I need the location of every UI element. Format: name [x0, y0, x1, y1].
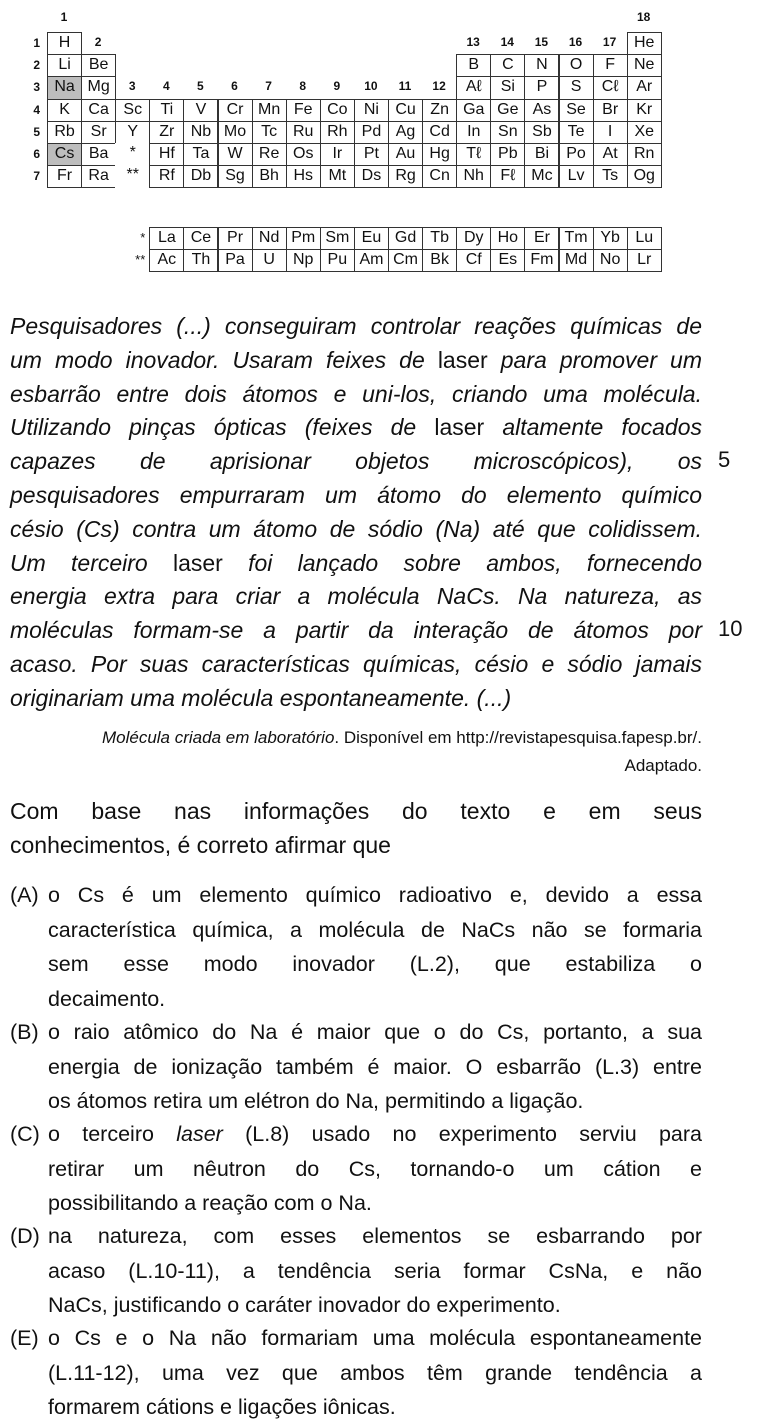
passage-text: esbarrão entre dois átomos e uni-los, criando uma molécula. [10, 380, 702, 407]
element-cell: Mg [81, 76, 116, 99]
passage-text: capazes de aprisionar objetos microscópicos), os [10, 448, 702, 475]
element-cell: Sc [115, 99, 150, 122]
element-cell: Fe [286, 99, 321, 122]
element-cell: Hf [149, 143, 184, 166]
passage-line [10, 682, 702, 716]
element-cell: Md [559, 249, 594, 272]
passage-text: foi lançado sobre ambos, fornecendo [222, 549, 702, 576]
element-cell: Aℓ [456, 76, 491, 99]
passage-text: pesquisadores empurraram um átomo do elemento químico [10, 481, 702, 508]
passage-line [10, 614, 702, 648]
element-cell: Sm [320, 227, 355, 250]
passage-line [10, 344, 702, 378]
element-cell: He [627, 32, 662, 55]
passage-line [10, 479, 702, 513]
element-cell: Ga [456, 99, 491, 122]
element-cell: Mt [320, 165, 355, 188]
passage-text: originariam uma molécula espontaneamente. (...) [10, 684, 512, 711]
element-cell: Sb [524, 121, 559, 144]
option-line: formarem cátions e ligações iônicas. [48, 1395, 396, 1419]
element-cell: Bi [524, 143, 559, 166]
passage-text: césio (Cs) contra um átomo de sódio (Na) até que colidissem. [10, 515, 702, 542]
element-cell: Sn [490, 121, 525, 144]
period-label: 4 [33, 102, 40, 117]
element-cell: Mo [218, 121, 253, 144]
element-cell: Ba [81, 143, 116, 166]
element-cell: Ts [593, 165, 628, 188]
element-cell: Cf [456, 249, 491, 272]
element-cell: Rb [47, 121, 82, 144]
element-cell: Lu [627, 227, 662, 250]
group-label: 6 [231, 79, 238, 93]
passage-term: laser [434, 414, 485, 441]
passage-line [10, 547, 702, 581]
option-line: os átomos retira um elétron do Na, permitindo a ligação. [48, 1089, 584, 1113]
group-label: 18 [637, 10, 651, 24]
element-cell: Au [388, 143, 423, 166]
element-cell: Yb [593, 227, 628, 250]
element-cell: Hs [286, 165, 321, 188]
question-stem [10, 794, 702, 862]
element-cell: N [524, 54, 559, 77]
element-cell: Kr [627, 99, 662, 122]
element-cell: S [559, 76, 594, 99]
element-cell: Be [81, 54, 116, 77]
element-cell: Ac [149, 249, 184, 272]
f-block-marker: * [140, 230, 146, 245]
element-cell: Ra [81, 165, 116, 188]
option-text [48, 1219, 702, 1323]
period-label: 7 [33, 169, 40, 184]
passage-line [10, 648, 702, 682]
element-cell: Ho [490, 227, 525, 250]
element-cell: Nh [456, 165, 491, 188]
group-label: 17 [602, 35, 617, 49]
passage-line [10, 411, 702, 445]
element-cell: Rn [627, 143, 662, 166]
group-label: 11 [398, 79, 412, 93]
element-cell: C [490, 54, 525, 77]
element-cell: Ir [320, 143, 355, 166]
element-cell: Pt [354, 143, 389, 166]
element-cell: Br [593, 99, 628, 122]
group-label: 7 [265, 79, 272, 93]
option-line: na natureza, com esses elementos se esbarrando por [48, 1224, 702, 1248]
line-number-10: 10 [718, 616, 743, 641]
option-letter: (D) [10, 1224, 40, 1248]
element-cell: Os [286, 143, 321, 166]
element-cell: La [149, 227, 184, 250]
element-cell: Eu [354, 227, 389, 250]
element-cell: Lr [627, 249, 662, 272]
element-cell: Co [320, 99, 355, 122]
element-cell: B [456, 54, 491, 77]
element-cell: Gd [388, 227, 423, 250]
option-line: NaCs, justificando o caráter inovador do experimento. [48, 1293, 561, 1317]
passage-line [10, 445, 702, 479]
element-cell: P [524, 76, 559, 99]
element-cell: Tb [422, 227, 457, 250]
element-cell: Es [490, 249, 525, 272]
element-cell: Cu [388, 99, 423, 122]
option-text [48, 1015, 702, 1119]
element-cell: Db [183, 165, 218, 188]
group-label: 3 [128, 79, 136, 93]
element-cell: Dy [456, 227, 491, 250]
element-cell: At [593, 143, 628, 166]
passage-text: energia extra para criar a molécula NaCs. Na natureza, as [10, 583, 702, 610]
element-cell: Cn [422, 165, 457, 188]
element-cell: Ta [183, 143, 218, 166]
element-cell: U [252, 249, 287, 272]
stem-line: conhecimentos, é correto afirmar que [10, 832, 391, 858]
passage-term: laser [437, 346, 488, 373]
element-cell: Ne [627, 54, 662, 77]
element-cell: Xe [627, 121, 662, 144]
option-text [48, 878, 702, 1016]
period-label: 1 [33, 36, 40, 50]
option-line: característica química, a molécula de NaCs não se formaria [48, 917, 702, 942]
element-cell: Nb [183, 121, 218, 144]
element-cell: Sr [81, 121, 116, 144]
element-cell: In [456, 121, 491, 144]
element-cell: Pm [286, 227, 321, 250]
element-cell: Zr [149, 121, 184, 144]
passage-line [10, 513, 702, 547]
element-cell: V [183, 99, 218, 122]
passage-text: para promover um [487, 346, 702, 373]
element-cell: Pu [320, 249, 355, 272]
element-cell: W [218, 143, 253, 166]
element-cell: ** [115, 165, 150, 188]
passage-text: Utilizando pinças ópticas (feixes de [10, 414, 435, 441]
element-cell: Lv [559, 165, 594, 188]
option-line: (L.11-12), uma vez que ambos têm grande tendência a [48, 1360, 702, 1385]
element-cell: Tc [252, 121, 287, 144]
source-adapted: Adaptado. [624, 756, 702, 775]
source-title: Molécula criada em laboratório [101, 728, 335, 747]
passage-line [10, 378, 702, 412]
element-cell: Am [354, 249, 389, 272]
element-cell: Bh [252, 165, 287, 188]
element-cell: Cr [218, 99, 253, 122]
element-cell: Bk [422, 249, 457, 272]
element-cell: No [593, 249, 628, 272]
group-label: 12 [432, 79, 446, 93]
element-cell: Y [115, 121, 150, 144]
element-cell: * [115, 143, 150, 166]
passage-text: um modo inovador. Usaram feixes de [10, 346, 438, 373]
option-line: o terceiro laser (L.8) usado no experimento serviu para [48, 1122, 702, 1146]
period-label: 6 [33, 147, 40, 161]
option-line: o raio atômico do Na é maior que o do Cs, portanto, a sua [48, 1020, 702, 1044]
passage-text: moléculas formam-se a partir da interação de átomos por [10, 617, 702, 644]
element-cell: Ar [627, 76, 662, 99]
period-label: 2 [33, 58, 40, 73]
element-cell: Rh [320, 121, 355, 144]
element-cell: Np [286, 249, 321, 272]
group-label: 14 [500, 35, 514, 49]
group-label: 10 [364, 79, 378, 93]
element-cell: Rf [149, 165, 184, 188]
element-cell: Ce [183, 227, 218, 250]
element-cell: Pr [218, 227, 253, 250]
group-label: 13 [466, 35, 480, 49]
stem-line: Com base nas informações do texto e em seus [10, 798, 702, 824]
line-number-5: 5 [718, 447, 731, 472]
element-cell: Cℓ [593, 76, 628, 99]
element-cell: Og [627, 165, 662, 188]
element-cell: As [524, 99, 559, 122]
source-citation [10, 724, 702, 780]
element-cell: Hg [422, 143, 457, 166]
option-letter: (A) [10, 883, 39, 907]
element-cell: K [47, 99, 82, 122]
element-cell: Te [559, 121, 594, 144]
element-cell: Po [559, 143, 594, 166]
group-label: 2 [94, 35, 102, 49]
element-cell: Tm [559, 227, 594, 250]
option-letter: (E) [10, 1326, 39, 1350]
passage-text: acaso. Por suas características químicas, césio e sódio jamais [10, 650, 702, 677]
reading-passage [10, 310, 702, 716]
element-cell: Na [47, 76, 82, 99]
passage-term: laser [172, 549, 223, 576]
option-line: decaimento. [48, 986, 166, 1011]
element-cell: Se [559, 99, 594, 122]
element-cell: Th [183, 249, 218, 272]
element-cell: F [593, 54, 628, 77]
option-line: sem esse modo inovador (L.2), que estabiliza o [48, 952, 702, 976]
element-cell: Er [524, 227, 559, 250]
periodic-table [0, 0, 762, 290]
option-letter: (B) [10, 1020, 39, 1044]
element-cell: Mc [524, 165, 559, 188]
group-label: 15 [534, 35, 549, 49]
element-cell: Pb [490, 143, 525, 166]
element-cell: Pa [218, 249, 253, 272]
passage-line [10, 580, 702, 614]
element-cell: Fℓ [490, 165, 525, 188]
element-cell: Pd [354, 121, 389, 144]
f-block-marker: ** [135, 252, 146, 268]
element-cell: Sg [218, 165, 253, 188]
option-line: possibilitando a reação com o Na. [48, 1191, 372, 1215]
source-rest: . Disponível em http://revistapesquisa.fapesp.br/. [334, 728, 702, 747]
element-cell: Li [47, 54, 82, 77]
element-cell: Fm [524, 249, 559, 272]
group-label: 1 [60, 10, 68, 24]
passage-text: altamente focados [484, 414, 703, 441]
element-cell: Tℓ [456, 143, 491, 166]
element-cell: Nd [252, 227, 287, 250]
element-cell: Re [252, 143, 287, 166]
element-cell: Ge [490, 99, 525, 122]
passage-line [10, 310, 702, 344]
element-cell: Ds [354, 165, 389, 188]
option-line: retirar um nêutron do Cs, tornando-o um cátion e [48, 1156, 702, 1181]
element-cell: Ag [388, 121, 423, 144]
passage-text: Um terceiro [10, 549, 173, 576]
option-line: acaso (L.10-11), a tendência seria formar CsNa, e não [48, 1258, 702, 1283]
period-label: 3 [33, 80, 40, 95]
group-label: 9 [333, 79, 341, 93]
group-label: 5 [197, 79, 204, 93]
option-term: laser [176, 1122, 223, 1146]
group-label: 4 [162, 79, 170, 93]
element-cell: Mn [252, 99, 287, 122]
element-cell: Si [490, 76, 525, 99]
option-line: energia de ionização também é maior. O esbarrão (L.3) entre [48, 1054, 702, 1079]
element-cell: I [593, 121, 628, 144]
element-cell: H [47, 32, 82, 55]
option-text [48, 1117, 702, 1221]
element-cell: Ca [81, 99, 116, 122]
element-cell: Ni [354, 99, 389, 122]
group-label: 16 [568, 35, 583, 49]
option-line: o Cs e o Na não formariam uma molécula espontaneamente [48, 1326, 702, 1350]
element-cell: O [559, 54, 594, 77]
option-letter: (C) [10, 1122, 40, 1146]
element-cell: Zn [422, 99, 457, 122]
period-label: 5 [33, 124, 40, 139]
group-label: 8 [299, 79, 307, 93]
passage-text: Pesquisadores (...) conseguiram controlar reações químicas de [10, 313, 702, 339]
element-cell: Fr [47, 165, 82, 188]
element-cell: Ru [286, 121, 321, 144]
element-cell: Cs [47, 143, 82, 166]
element-cell: Rg [388, 165, 423, 188]
element-cell: Ti [149, 99, 184, 122]
option-line: o Cs é um elemento químico radioativo e, devido a essa [48, 883, 702, 907]
element-cell: Cd [422, 121, 457, 144]
element-cell: Cm [388, 249, 423, 272]
option-text [48, 1321, 702, 1425]
